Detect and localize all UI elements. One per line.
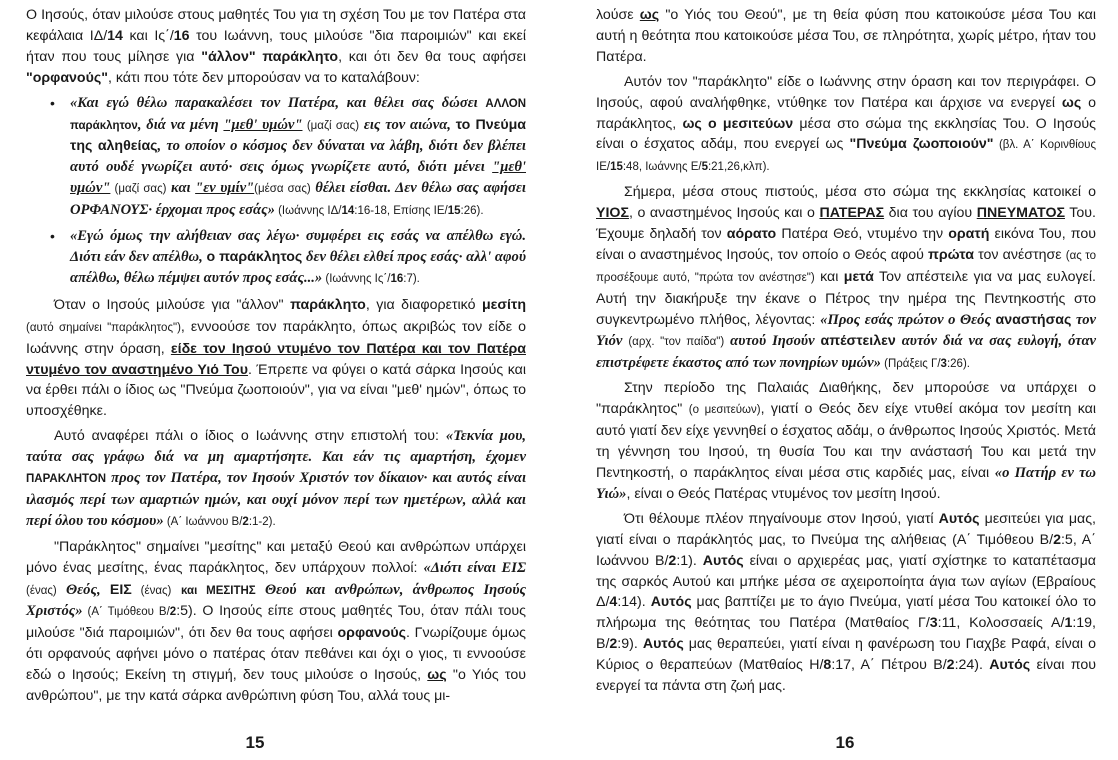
text: τον ανέστησε bbox=[973, 246, 1066, 263]
chapter-ref: 5 bbox=[701, 161, 708, 174]
gloss: (ένας) bbox=[26, 584, 57, 597]
text: :5, Α΄ Ιωάννου Β/ bbox=[596, 531, 1096, 569]
gloss: (ο μεσιτεύων) bbox=[688, 404, 761, 417]
gloss: (μαζί σας) bbox=[302, 119, 360, 132]
paragraph bbox=[26, 537, 526, 707]
emphasis: και ΜΕΣΙΤΗΣ bbox=[180, 584, 256, 597]
chapter-ref: 2 bbox=[1053, 531, 1061, 548]
gloss: (αυτό σημαίνει "παράκλητος") bbox=[26, 321, 181, 334]
text: Ότι θέλουμε πλέον πηγαίνουμε στον Ιησού, γιατί bbox=[624, 510, 939, 527]
text: Ο Ιησούς, όταν μιλούσε στους μαθητές Του για τη σχέση Του με τον Πατέρα στα κεφάλαια ΙΔ/ bbox=[26, 7, 526, 44]
quote: εις τον αιώνα, bbox=[359, 116, 456, 133]
reference: :7). bbox=[403, 272, 420, 285]
text: είναι που ενεργεί τα πάντα στη ζωή μας. bbox=[596, 657, 1096, 695]
emphasis: "μεθ' υμών" bbox=[70, 159, 526, 197]
text: "ο Υιός του ανθρώπου", με την κατά σάρκα ανθρώπινη φύση Του, αλλά τους μι- bbox=[26, 667, 526, 705]
emphasis: αόρατο bbox=[726, 226, 777, 243]
gloss: (μαζί σας) bbox=[110, 183, 167, 196]
chapter-ref: 15 bbox=[447, 205, 461, 218]
chapter-ref: 14 bbox=[107, 27, 123, 44]
chapter-ref: 1 bbox=[1064, 615, 1073, 632]
right-page bbox=[596, 0, 1096, 760]
emphasis: Αυτός bbox=[650, 594, 692, 611]
gloss: (αρχ. "τον παίδα") bbox=[628, 335, 725, 348]
emphasis: ΑΛΛΟΝ παράκλητον bbox=[70, 97, 526, 132]
text: , κάτι που τότε δεν μπορούσαν να το καταλάβουν: bbox=[107, 69, 420, 86]
text: Τον απέστειλε για να μας ευλογεί. Αυτή την διακήρυξε την έκανε ο Πέτρος την ημέρα της Πεντηκοστής στο συγκεντρωμένο πλήθος, λέγοντας: bbox=[596, 268, 1096, 328]
text: Αυτό αναφέρει πάλι ο ίδιος ο Ιωάννης στην επιστολή του: bbox=[54, 428, 446, 445]
text: . Γνωρίζουμε όμως ότι ορφανούς αφήνει μόνο ο πατέρας όταν πεθάνει και όχι ο γιος, τι εννοούσε εδώ ο Ιησούς; Εκείνη τη στιγμή, δεν τους μιλούσε ο Ιησούς, bbox=[26, 625, 527, 684]
gloss: (ας το προσέξουμε αυτό, "πρώτα τον ανέστησε") bbox=[596, 249, 1096, 284]
page-number: 16 bbox=[835, 733, 855, 752]
text: και bbox=[814, 268, 844, 285]
emphasis: ορφανούς bbox=[337, 625, 407, 642]
reference: :16-18, Επίσης ΙΕ/ bbox=[354, 205, 448, 218]
reference: :1-2). bbox=[248, 515, 276, 528]
quote: , το οποίον ο κόσμος δεν δύναται να λάβη, διότι δεν βλέπει αυτό ουδέ γνωρίζει αυτό· σεις όμως γνωρίζετε αυτό, διότι μένει bbox=[70, 138, 526, 176]
paragraph bbox=[596, 72, 1096, 179]
page-number: 15 bbox=[245, 733, 265, 752]
text: , εννοούσε τον παράκλητο, όπως ακριβώς τον είδε ο Ιωάννης στην όραση, bbox=[26, 318, 526, 357]
reference: (Ιωάννης ΙΔ/ bbox=[274, 205, 342, 218]
quote: Θεού και ανθρώπων, άνθρωπος Ιησούς Χριστός» bbox=[26, 581, 527, 620]
text: μεσιτεύει για μας, γιατί είναι ο παράκλητός μας, το Πνεύμα της αλήθειας (Α΄ Τιμόθεου Β/ bbox=[596, 510, 1096, 548]
paragraph bbox=[596, 182, 1096, 374]
text: Αυτόν τον "παράκλητο" είδε ο Ιωάννης στην όραση και τον περιγράφει. Ο Ιησούς, αφού αναλήφθηκε, ντύθηκε τον Πατέρα και άρχισε να ενεργεί bbox=[596, 73, 1096, 111]
text: Σήμερα, μέσα στους πιστούς, μέσα στο σώμα της εκκλησίας κατοικεί ο bbox=[624, 184, 1096, 201]
quote: Θεός, bbox=[56, 581, 110, 598]
emphasis: "ορφανούς" bbox=[26, 69, 108, 86]
chapter-ref: 14 bbox=[341, 205, 355, 218]
emphasis: "εν υμίν" bbox=[195, 180, 255, 197]
chapter-ref: 2 bbox=[946, 657, 955, 674]
emphasis: είδε τον Ιησού ντυμένο τον Πατέρα και τον Πατέρα ντυμένο τον αναστημένο Υιό Του bbox=[26, 340, 526, 378]
text: , και ότι δεν θα τους αφήσει bbox=[338, 48, 527, 65]
chapter-ref: 2 bbox=[242, 515, 249, 528]
paragraph bbox=[596, 509, 1096, 697]
emphasis: απέστειλεν bbox=[820, 332, 896, 349]
quote: «Εγώ όμως την αλήθειαν σας λέγω· συμφέρει εις εσάς να απέλθω εγώ. Διότι εάν δεν απέλθω, bbox=[70, 228, 526, 265]
paragraph bbox=[596, 5, 1096, 68]
quote: , διά να μένη bbox=[137, 116, 224, 133]
paragraph bbox=[26, 295, 526, 422]
right-page-text bbox=[596, 5, 1096, 697]
text: μας βαπτίζει με το άγιο Πνεύμα, γιατί μέσα Του κατοικεί όλο το πλήρωμα της θεότητας του Πατέρα (Ματθαίος Γ/ bbox=[596, 594, 1096, 632]
quote: τον Υιόν bbox=[596, 311, 1096, 349]
reference: (Ιωάννης Ις΄/ bbox=[322, 272, 391, 285]
chapter-ref: 2 bbox=[668, 552, 677, 569]
chapter-ref: 16 bbox=[390, 272, 404, 285]
text: του Ιωάννη, τους μιλούσε "δια παροιμιών" και εκεί ήταν που τους μίλησε για bbox=[26, 27, 526, 65]
emphasis: ως bbox=[427, 667, 447, 684]
quote: «Προς εσάς πρώτον ο Θεός bbox=[820, 311, 996, 328]
quote: αυτόν διά να σας ευλογή, όταν επιστρέφετε έκαστος από των πονηρίων υμών» bbox=[596, 332, 1097, 371]
text: λούσε bbox=[596, 7, 640, 23]
emphasis: Αυτός bbox=[642, 636, 684, 653]
emphasis: ΠΑΡΑΚΛΗΤΟΝ bbox=[26, 473, 107, 486]
reference: (Πράξεις Γ/ bbox=[880, 357, 941, 370]
chapter-ref: 8 bbox=[823, 657, 832, 674]
text: :1). bbox=[676, 552, 703, 569]
text: "ο Υιός του Θεού", με τη θεία φύση που κατοικούσε μέσα Του και αυτή η θεότητα που κατοικούσε μέσα Του, σε πληρότητα, χωρίς μέτρο, ήταν του Πατέρα. bbox=[596, 7, 1096, 65]
quote-item bbox=[70, 93, 526, 222]
chapter-ref: 2 bbox=[609, 636, 618, 653]
text: :24). bbox=[954, 657, 990, 674]
left-page bbox=[26, 0, 526, 760]
chapter-ref: 3 bbox=[940, 357, 947, 370]
reference: :26). bbox=[460, 205, 484, 218]
quote: «Και εγώ θέλω παρακαλέσει τον Πατέρα, και θέλει σας δώσει bbox=[70, 94, 486, 111]
emphasis: ως bbox=[1061, 94, 1082, 111]
text: είναι ο αρχιερέας μας, γιατί σχίστηκε το καταπέτασμα της σαρκός Αυτού και μπήκε μέσα σε αχειροποίητα άγια των αγίων (Εβραίους Δ/ bbox=[596, 552, 1096, 611]
reference: (βλ. Α΄ Κορινθίους ΙΕ/ bbox=[596, 139, 1097, 174]
text: , γιατί ο Θεός δεν είχε ντυθεί ακόμα τον μεσίτη και αυτό γιατί δεν είχε γεννηθεί ο έσχατος αδάμ, ο άνθρωπος Ιησούς Χριστός. Μετά τη γέννηση του Ιησού, τη θυσία Του και την ανάστασή Του και μετά την Πεντηκοστή, ο παράκλητος είναι μέσα στις καρδιές μας, είναι bbox=[596, 401, 1097, 482]
text: δια του αγίου bbox=[884, 205, 977, 222]
text: και Ις΄/ bbox=[122, 27, 174, 44]
text: "Παράκλητος" σημαίνει "μεσίτης" και μεταξύ Θεού και ανθρώπων υπάρχει μόνο ένας μεσίτης, ένας παράκλητος, δεν υπάρχουν πολλοί: bbox=[26, 538, 526, 576]
emphasis: το Πνεύμα της αληθείας bbox=[70, 116, 526, 155]
gloss: (μέσα σας) bbox=[254, 183, 311, 196]
text: ο παράκλητος, bbox=[596, 94, 1096, 132]
reference: (Α΄ Ιωάννου Β/ bbox=[163, 515, 243, 528]
emphasis: Αυτός bbox=[938, 510, 980, 527]
paragraph bbox=[26, 426, 526, 533]
chapter-ref: 2 bbox=[169, 606, 177, 619]
text: εικόνα Του, που είναι ο αναστημένος Ιησούς, τον οποίο ο Θεός αφού bbox=[596, 226, 1096, 263]
chapter-ref: 4 bbox=[609, 594, 618, 611]
quote: δεν θέλει ελθεί προς εσάς· αλλ' αφού απέλθω, θέλω πέμψει αυτόν προς εσάς...» bbox=[70, 248, 526, 286]
text: :5). Ο Ιησούς είπε στους μαθητές Του, όταν πάλι τους μιλούσε "διά παροιμιών", ότι δεν θα τους αφήσει bbox=[26, 603, 526, 642]
quote: και bbox=[166, 180, 196, 197]
chapter-ref: 16 bbox=[173, 27, 190, 44]
text: . Έπρεπε να φύγει ο κατά σάρκα Ιησούς και να έρθει πάλι ο ίδιος ως "Πνεύμα ζωοποιούν", για να είναι "μεθ' ημών", όπως το υποσχέθηκε. bbox=[26, 361, 526, 420]
text: :17, Α΄ Πέτρου Β/ bbox=[831, 657, 947, 674]
reference: :48, Ιωάννης Ε/ bbox=[622, 161, 702, 174]
text: Όταν ο Ιησούς μιλούσε για "άλλον" bbox=[54, 296, 291, 313]
reference: :21,26,κλπ). bbox=[707, 161, 770, 174]
paragraph bbox=[596, 378, 1096, 504]
gloss: (ένας) bbox=[131, 584, 172, 597]
emphasis: ΥΙΟΣ bbox=[596, 205, 629, 222]
quote: «ο Πατήρ εν τω Υιώ» bbox=[596, 465, 1096, 502]
reference: :26). bbox=[946, 357, 970, 370]
quote: θέλει είσθαι. Δεν θέλω σας αφήσει ΟΡΦΑΝΟΥΣ· έρχομαι προς εσάς» bbox=[70, 180, 526, 219]
emphasis: ΕΙΣ bbox=[109, 581, 132, 598]
quote: αυτού Ιησούν bbox=[724, 332, 821, 349]
emphasis: "Πνεύμα ζωοποιούν" bbox=[849, 136, 994, 153]
text: Πατέρα Θεό, ντυμένο την bbox=[776, 226, 949, 243]
reference: (Α΄ Τιμόθεου Β/ bbox=[82, 606, 170, 619]
text: Στην περίοδο της Παλαιάς Διαθήκης, δεν μπορούσε να υπάρχει ο "παράκλητος" bbox=[596, 380, 1096, 418]
chapter-ref: 15 bbox=[610, 161, 623, 174]
quote: «Διότι είναι ΕΙΣ bbox=[423, 559, 527, 576]
emphasis: ΠΑΤΕΡΑΣ bbox=[819, 205, 885, 222]
emphasis: ΠΝΕΥΜΑΤΟΣ bbox=[976, 205, 1065, 222]
text: :19, Β/ bbox=[596, 615, 1096, 653]
emphasis: πρώτα bbox=[928, 246, 974, 263]
text: μας θεραπεύει, γιατί είναι η φανέρωση του Γιαχβε Ραφά, είναι ο Κύριος ο θεραπεύων (Ματθαίος Η/ bbox=[596, 636, 1096, 674]
emphasis: ως ο μεσιτεύων bbox=[682, 115, 794, 132]
quote-item bbox=[70, 226, 526, 290]
emphasis: Αυτός bbox=[989, 657, 1031, 674]
paragraph bbox=[26, 5, 526, 89]
text: :9). bbox=[617, 636, 643, 653]
emphasis: "άλλον" παράκλητο bbox=[201, 48, 339, 65]
emphasis: αναστήσας bbox=[995, 311, 1072, 328]
text: , είναι ο Θεός Πατέρας ντυμένος τον μεσίτη Ιησού. bbox=[626, 485, 941, 502]
emphasis: μεσίτη bbox=[481, 296, 526, 313]
text bbox=[171, 582, 181, 598]
text: , για διαφορετικό bbox=[365, 296, 482, 313]
quote: «Τεκνία μου, ταύτα σας γράφω διά να μη αμαρτήσητε. Και εάν τις αμαρτήση, έχομεν bbox=[26, 428, 526, 466]
text: μέσα στο σώμα της εκκλησίας Του. Ο Ιησούς είναι ο έσχατος αδάμ, που ενεργεί ως bbox=[596, 115, 1096, 153]
text: , ο αναστημένος Ιησούς και ο bbox=[628, 205, 820, 222]
quote: προς τον Πατέρα, τον Ιησούν Χριστόν τον δίκαιον· και αυτός είναι ιλασμός περί των αμαρτιών ημών, και ουχί μόνον περί των ημετέρων, αλλά και περί όλου του κόσμου» bbox=[26, 470, 526, 529]
emphasis: παράκλητο bbox=[290, 296, 366, 313]
chapter-ref: 3 bbox=[929, 615, 938, 632]
emphasis: Αυτός bbox=[702, 552, 744, 569]
emphasis: ο παράκλητος bbox=[206, 248, 303, 265]
quote-list bbox=[26, 93, 526, 290]
emphasis: ορατή bbox=[948, 226, 990, 243]
text: :11, Κολοσσαείς Α/ bbox=[937, 615, 1065, 632]
left-page-text bbox=[26, 5, 526, 707]
text: Του. Έχουμε δηλαδή τον bbox=[596, 205, 1096, 243]
text: :14). bbox=[617, 594, 651, 611]
emphasis: ως bbox=[639, 7, 660, 23]
emphasis: "μεθ' υμών" bbox=[223, 116, 303, 133]
emphasis: μετά bbox=[843, 268, 874, 285]
